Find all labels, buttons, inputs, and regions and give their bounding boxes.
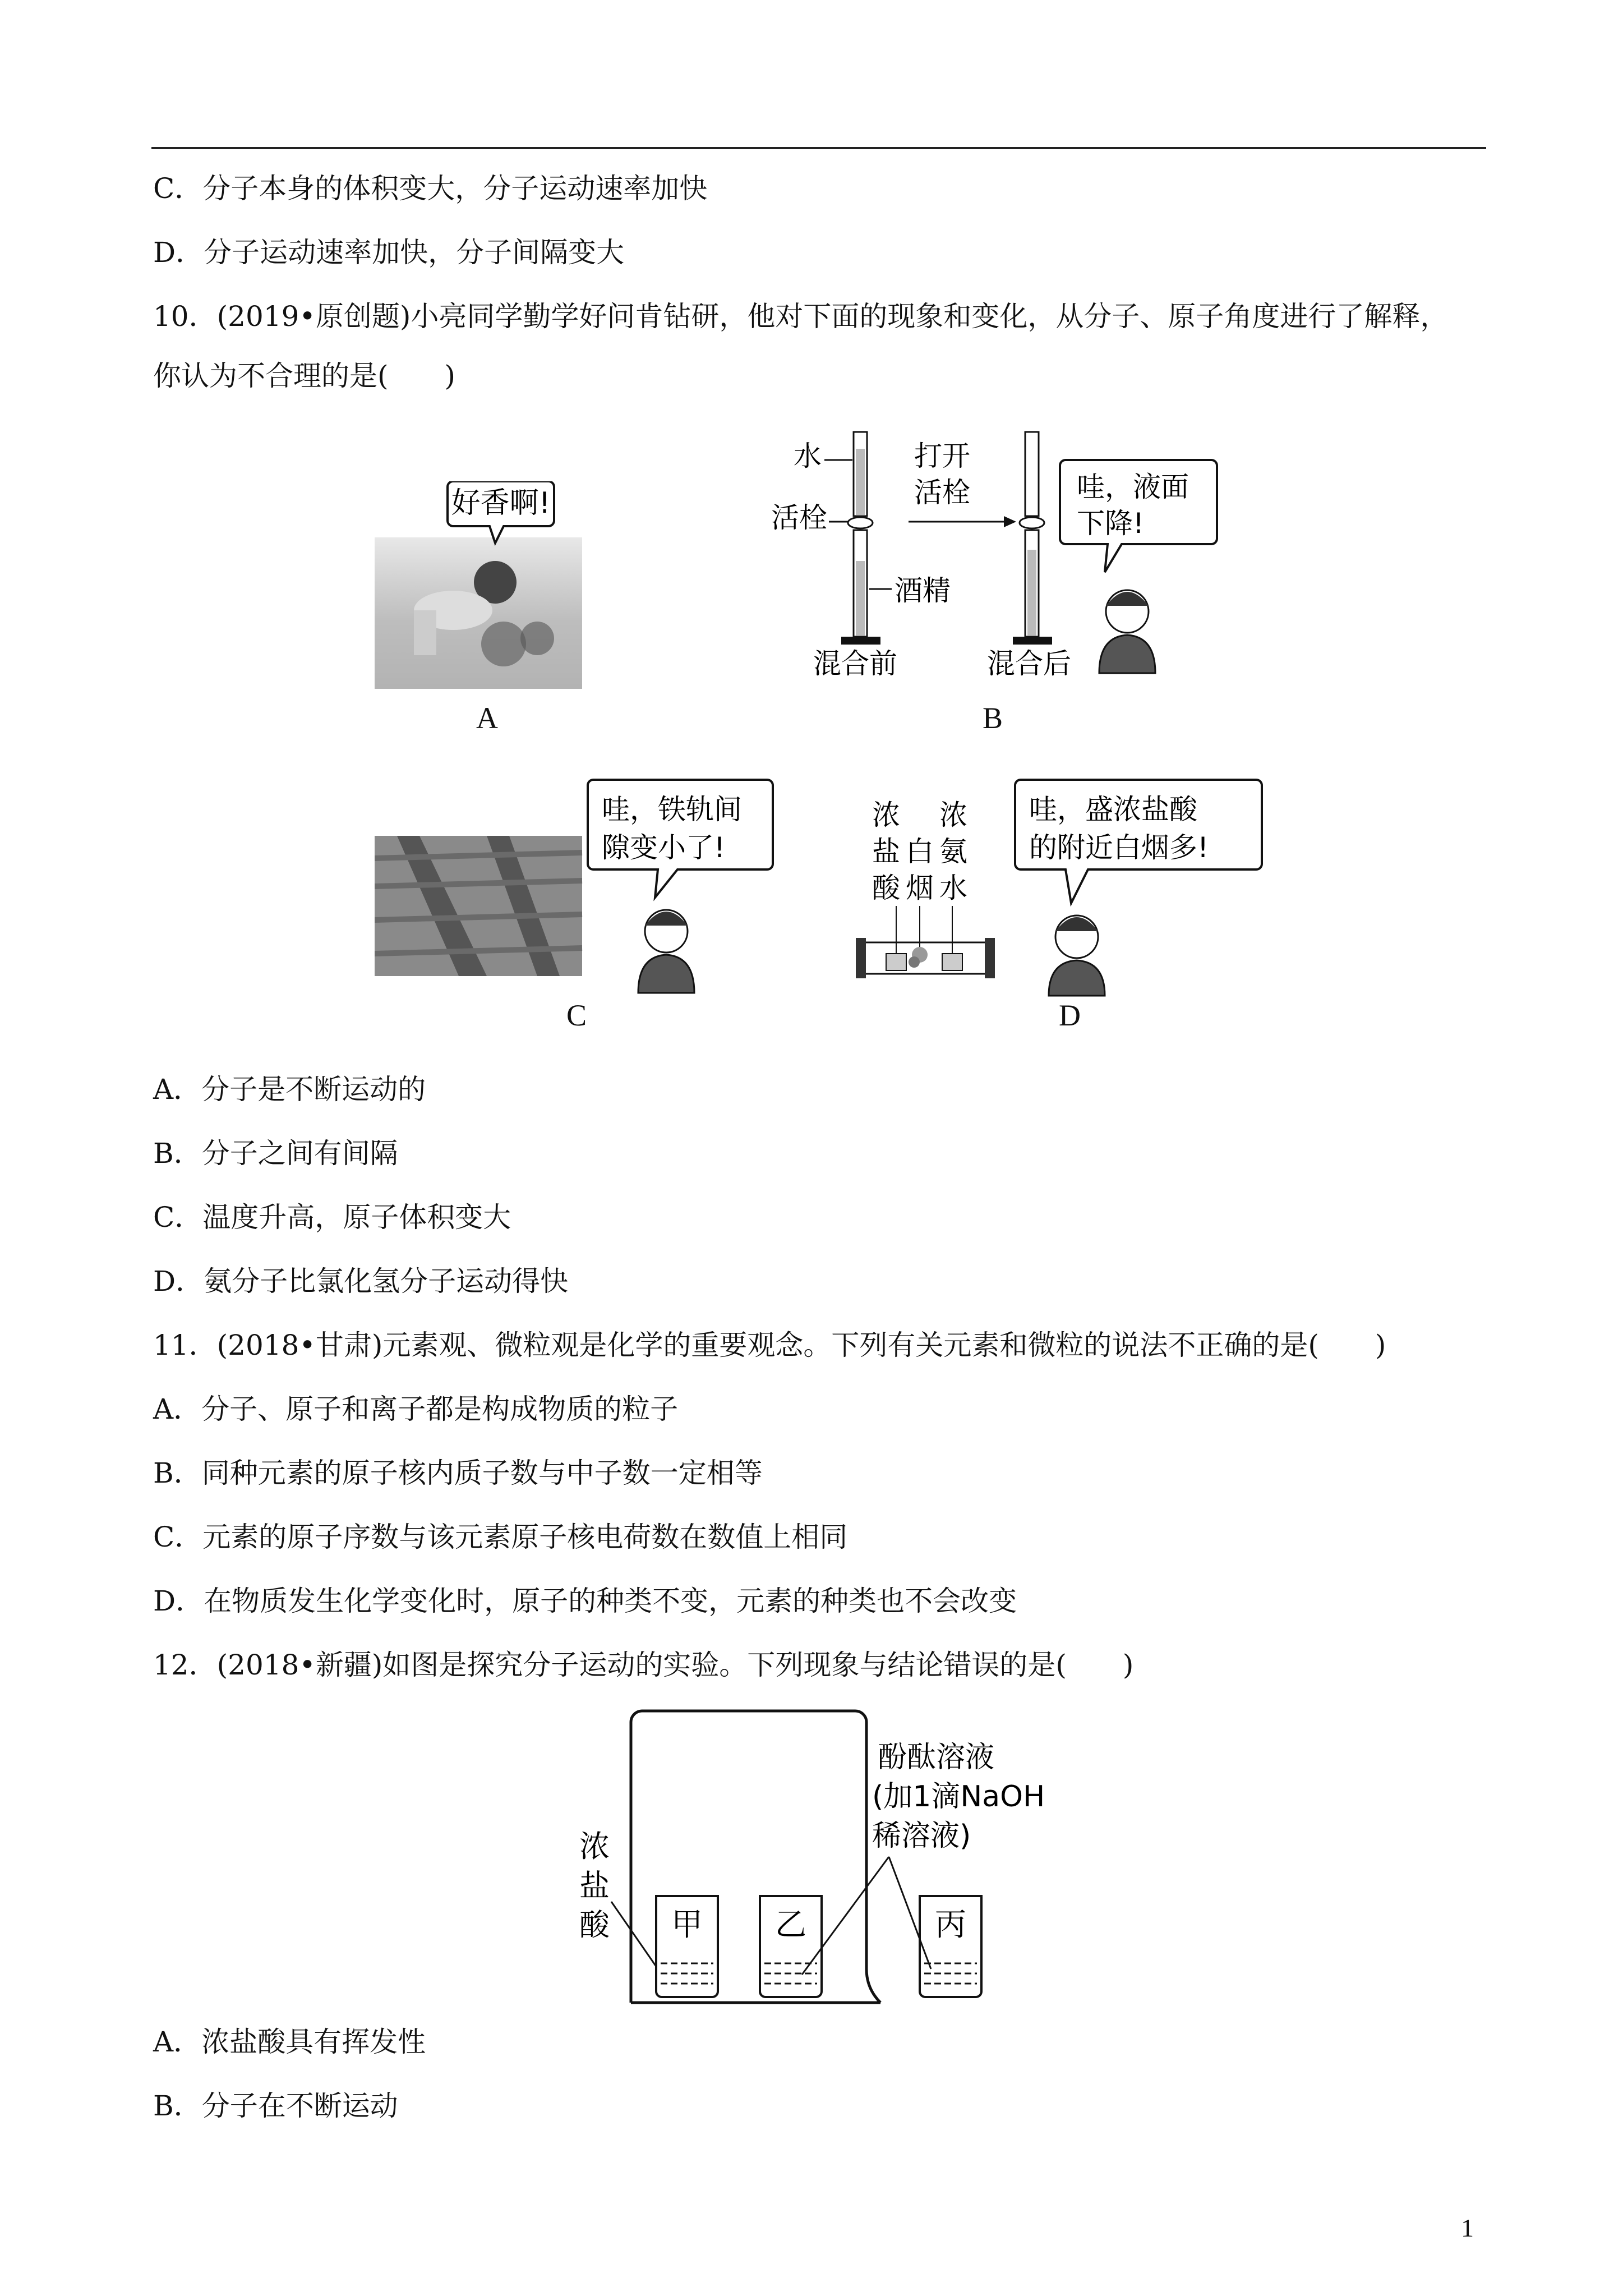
svg-text:白: 白 [906,835,934,868]
option-12b: B．分子在不断运动 [153,2090,398,2122]
svg-text:哇，盛浓盐酸: 哇，盛浓盐酸 [1029,793,1197,826]
figure-b-caption: B [983,701,1003,735]
svg-text:丙: 丙 [935,1907,966,1943]
figure-c-railway [375,774,823,999]
svg-text:乙: 乙 [775,1907,806,1943]
svg-text:浓: 浓 [939,799,967,831]
svg-text:的附近白烟多!: 的附近白烟多! [1029,831,1209,864]
svg-text:哇，液面: 哇，液面 [1077,471,1189,503]
option-12a: A．浓盐酸具有挥发性 [153,2026,426,2058]
svg-text:稀溶液): 稀溶液) [872,1819,971,1853]
option-11d: D．在物质发生化学变化时，原子的种类不变，元素的种类也不会改变 [153,1585,1017,1617]
question-10-stem: 10．(2019•原创题)小亮同学勤学好问肯钻研，他对下面的现象和变化，从分子、原子角度进行了解释， [153,300,1449,333]
option-11a: A．分子、原子和离子都是构成物质的粒子 [153,1393,679,1425]
svg-text:混合前: 混合前 [813,647,897,680]
svg-text:烟: 烟 [906,872,934,904]
svg-text:盐: 盐 [579,1868,610,1903]
svg-text:酚酞溶液: 酚酞溶液 [878,1741,995,1774]
svg-text:下降!: 下降! [1077,507,1145,540]
figure-d-white-smoke [852,774,1267,999]
svg-text:氨: 氨 [939,835,967,868]
option-9c: C．分子本身的体积变大，分子运动速率加快 [153,172,708,205]
figure-a-bubble: 好香啊! [451,486,551,520]
option-11c: C．元素的原子序数与该元素原子核电荷数在数值上相同 [153,1521,848,1553]
option-10d: D．氨分子比氯化氢分子运动得快 [153,1265,569,1297]
svg-text:酒精: 酒精 [895,574,951,607]
svg-text:(加1滴NaOH: (加1滴NaOH [872,1780,1045,1814]
svg-text:浓: 浓 [872,799,900,831]
svg-text:甲: 甲 [671,1907,703,1943]
page-number: 1 [1461,2214,1474,2242]
svg-text:酸: 酸 [872,872,900,904]
figure-d-caption: D [1059,999,1081,1032]
svg-text:哇，铁轨间: 哇，铁轨间 [602,793,742,826]
figure-a-caption: A [476,701,498,735]
question-10-stem-cont: 你认为不合理的是( ) [153,360,456,392]
svg-text:盐: 盐 [872,835,900,868]
svg-text:打开: 打开 [914,440,970,472]
svg-text:活栓: 活栓 [771,501,827,534]
option-11b: B．同种元素的原子核内质子数与中子数一定相等 [153,1457,763,1489]
option-9d: D．分子运动速率加快，分子间隔变大 [153,236,625,269]
figure-12-bell-jar [566,1705,1082,2019]
svg-text:浓: 浓 [579,1829,610,1864]
svg-text:水: 水 [939,872,967,904]
svg-text:水: 水 [794,440,822,472]
header-rule [151,147,1486,149]
svg-text:混合后: 混合后 [987,647,1071,680]
option-10b: B．分子之间有间隔 [153,1137,398,1170]
figure-c-caption: C [566,999,587,1032]
option-10a: A．分子是不断运动的 [153,1073,426,1106]
option-10c: C．温度升高，原子体积变大 [153,1201,511,1234]
svg-text:酸: 酸 [579,1907,610,1943]
svg-text:活栓: 活栓 [914,476,970,509]
question-11-stem: 11．(2018•甘肃)元素观、微粒观是化学的重要观念。下列有关元素和微粒的说法不正确的是( ) [153,1329,1386,1361]
figure-b-mixing [757,426,1234,696]
svg-text:隙变小了!: 隙变小了! [602,831,726,864]
question-12-stem: 12．(2018•新疆)如图是探究分子运动的实验。下列现象与结论错误的是( ) [153,1649,1134,1681]
figure-a-child-smelling [375,481,588,694]
